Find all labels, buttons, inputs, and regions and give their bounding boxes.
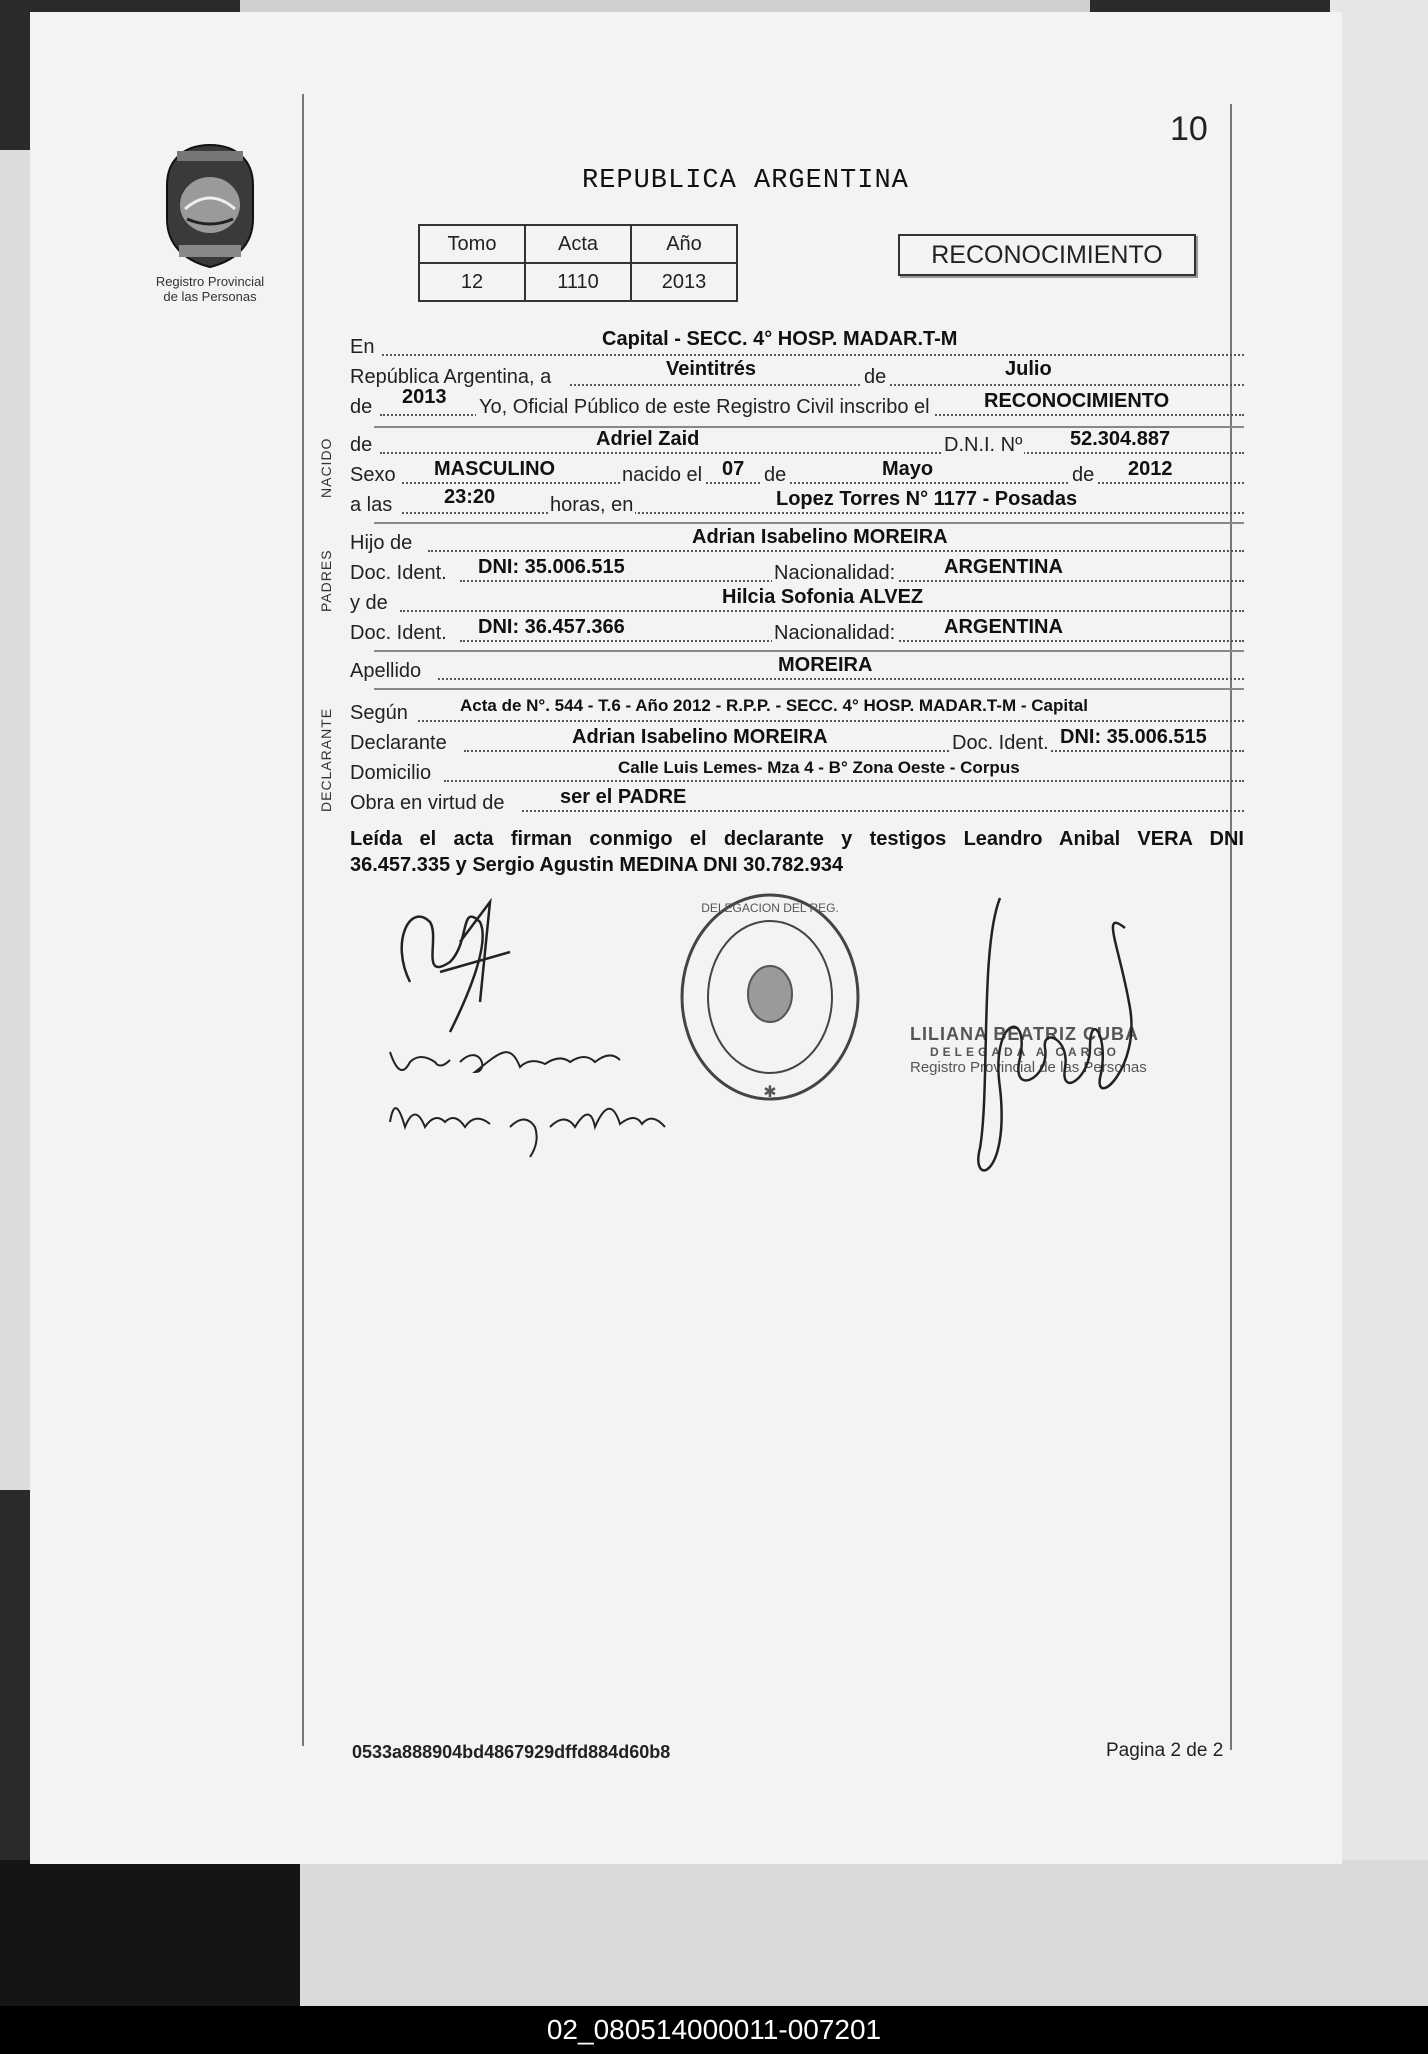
left-margin-line — [302, 94, 304, 1746]
dotted-line — [402, 512, 1244, 514]
value-segun: Acta de N°. 544 - T.6 - Año 2012 - R.P.P. - SECC. 4° HOSP. MADAR.T-M - Capital — [460, 696, 1088, 715]
logo-caption-line1: Registro Provincial — [155, 274, 265, 289]
table-cell-tomo: 12 — [419, 263, 525, 301]
side-label-declarante: DECLARANTE — [318, 707, 334, 812]
label-hijo-de: Hijo de — [350, 532, 413, 554]
value-padre: Adrian Isabelino MOREIRA — [692, 526, 948, 548]
dotted-line — [380, 452, 1244, 454]
value-anio-nac: 2012 — [1128, 458, 1173, 480]
section-divider — [374, 688, 1244, 690]
label-doc-ident-1: Doc. Ident. — [350, 562, 447, 584]
pagination: Pagina 2 de 2 — [1106, 1740, 1224, 1761]
label-domicilio: Domicilio — [350, 762, 432, 784]
dotted-line — [522, 810, 1244, 812]
table-header-tomo: Tomo — [419, 225, 525, 263]
value-declarante-dni: DNI: 35.006.515 — [1060, 726, 1207, 748]
label-segun: Según — [350, 702, 408, 724]
table-header-anio: Año — [631, 225, 737, 263]
page-number: 10 — [1170, 110, 1208, 148]
label-apellido: Apellido — [350, 660, 422, 682]
label-y-de: y de — [350, 592, 388, 614]
label-de-birth-year: de — [1072, 464, 1095, 486]
dotted-line — [400, 610, 1244, 612]
value-declarante: Adrian Isabelino MOREIRA — [572, 726, 828, 748]
section-divider — [374, 522, 1244, 524]
dotted-line — [418, 720, 1244, 722]
value-padre-dni: DNI: 35.006.515 — [478, 556, 625, 578]
value-lugar: Capital - SECC. 4° HOSP. MADAR.T-M — [602, 328, 958, 350]
dotted-line — [382, 354, 1244, 356]
scan-id-bar — [0, 2006, 1428, 2054]
label-sexo: Sexo — [350, 464, 396, 486]
dotted-line — [570, 384, 1244, 386]
label-oficial: Yo, Oficial Público de este Registro Civil inscribo el — [476, 396, 933, 419]
closing-statement — [350, 826, 1244, 878]
document-page — [30, 12, 1342, 1864]
value-mes-nac: Mayo — [882, 458, 934, 480]
label-horas-en: horas, en — [550, 494, 634, 516]
official-stamp — [670, 882, 870, 1112]
label-a-las: a las — [350, 494, 393, 516]
province-coat-of-arms-icon — [155, 137, 265, 272]
label-obra: Obra en virtud de — [350, 792, 505, 814]
value-tipo: RECONOCIMIENTO — [984, 390, 1170, 412]
official-signature — [950, 888, 1170, 1188]
dotted-line — [438, 678, 1244, 680]
closing-line-1: Leída el acta firman conmigo el declarante y testigos Leandro Anibal VERA DNI — [350, 828, 1244, 850]
value-mes: Julio — [1005, 358, 1052, 380]
value-dia-nac: 07 — [722, 458, 745, 480]
closing-line-2: 36.457.335 y Sergio Agustin MEDINA DNI 30.782.934 — [350, 854, 844, 876]
label-en: En — [350, 336, 375, 358]
label-republica: República Argentina, a — [350, 366, 552, 388]
logo-caption — [130, 274, 290, 304]
dotted-line — [402, 482, 1244, 484]
official-office: Registro Provincial de las Personas — [910, 1059, 1147, 1076]
registry-index-table — [418, 224, 738, 302]
section-divider — [374, 650, 1244, 652]
value-lugar-nac: Lopez Torres N° 1177 - Posadas — [776, 488, 1078, 510]
label-de-year: de — [350, 396, 373, 418]
dotted-line — [428, 550, 1244, 552]
label-de-name: de — [350, 434, 373, 456]
value-madre-dni: DNI: 36.457.366 — [478, 616, 625, 638]
svg-text:DELEGACION DEL REG.: DELEGACION DEL REG. — [701, 901, 839, 915]
table-cell-acta: 1110 — [525, 263, 631, 301]
scan-id: 02_080514000011-007201 — [546, 2014, 882, 2045]
value-domicilio: Calle Luis Lemes- Mza 4 - B° Zona Oeste - Corpus — [618, 758, 1020, 777]
side-label-nacido: NACIDO — [318, 437, 334, 498]
value-hora: 23:20 — [444, 486, 496, 508]
side-label-padres: PADRES — [318, 549, 334, 612]
dotted-line — [464, 750, 1244, 752]
value-dia: Veintitrés — [666, 358, 757, 380]
value-padre-nac: ARGENTINA — [944, 556, 1063, 578]
document-hash: 0533a888904bd4867929dffd884d60b8 — [352, 1742, 671, 1762]
page-title: REPUBLICA ARGENTINA — [582, 166, 909, 196]
value-nombre: Adriel Zaid — [596, 428, 700, 450]
label-nacido-el: nacido el — [622, 464, 703, 486]
label-doc-ident-decl: Doc. Ident. — [952, 732, 1049, 754]
svg-text:✱: ✱ — [763, 1084, 777, 1101]
label-dni: D.N.I. Nº — [944, 434, 1023, 456]
label-de-mes: de — [864, 366, 887, 388]
record-type-box: RECONOCIMIENTO — [898, 234, 1196, 276]
table-header-acta: Acta — [525, 225, 631, 263]
dotted-line — [444, 780, 1244, 782]
logo-caption-line2: de las Personas — [163, 289, 257, 304]
table-cell-anio: 2013 — [631, 263, 737, 301]
value-anio: 2013 — [402, 386, 447, 408]
value-obra: ser el PADRE — [560, 786, 687, 808]
value-apellido: MOREIRA — [778, 654, 873, 676]
label-nacionalidad-1: Nacionalidad: — [774, 562, 896, 584]
right-margin-line — [1230, 104, 1232, 1750]
label-nacionalidad-2: Nacionalidad: — [774, 622, 896, 644]
label-declarante: Declarante — [350, 732, 447, 754]
value-madre: Hilcia Sofonia ALVEZ — [722, 586, 924, 608]
official-role: DELEGADA A CARGO — [930, 1045, 1120, 1059]
value-dni: 52.304.887 — [1070, 428, 1171, 450]
value-sexo: MASCULINO — [434, 458, 556, 480]
value-madre-nac: ARGENTINA — [944, 616, 1063, 638]
label-doc-ident-2: Doc. Ident. — [350, 622, 447, 644]
label-de-birth-month: de — [764, 464, 787, 486]
official-name: LILIANA BEATRIZ CUBA — [910, 1024, 1139, 1044]
